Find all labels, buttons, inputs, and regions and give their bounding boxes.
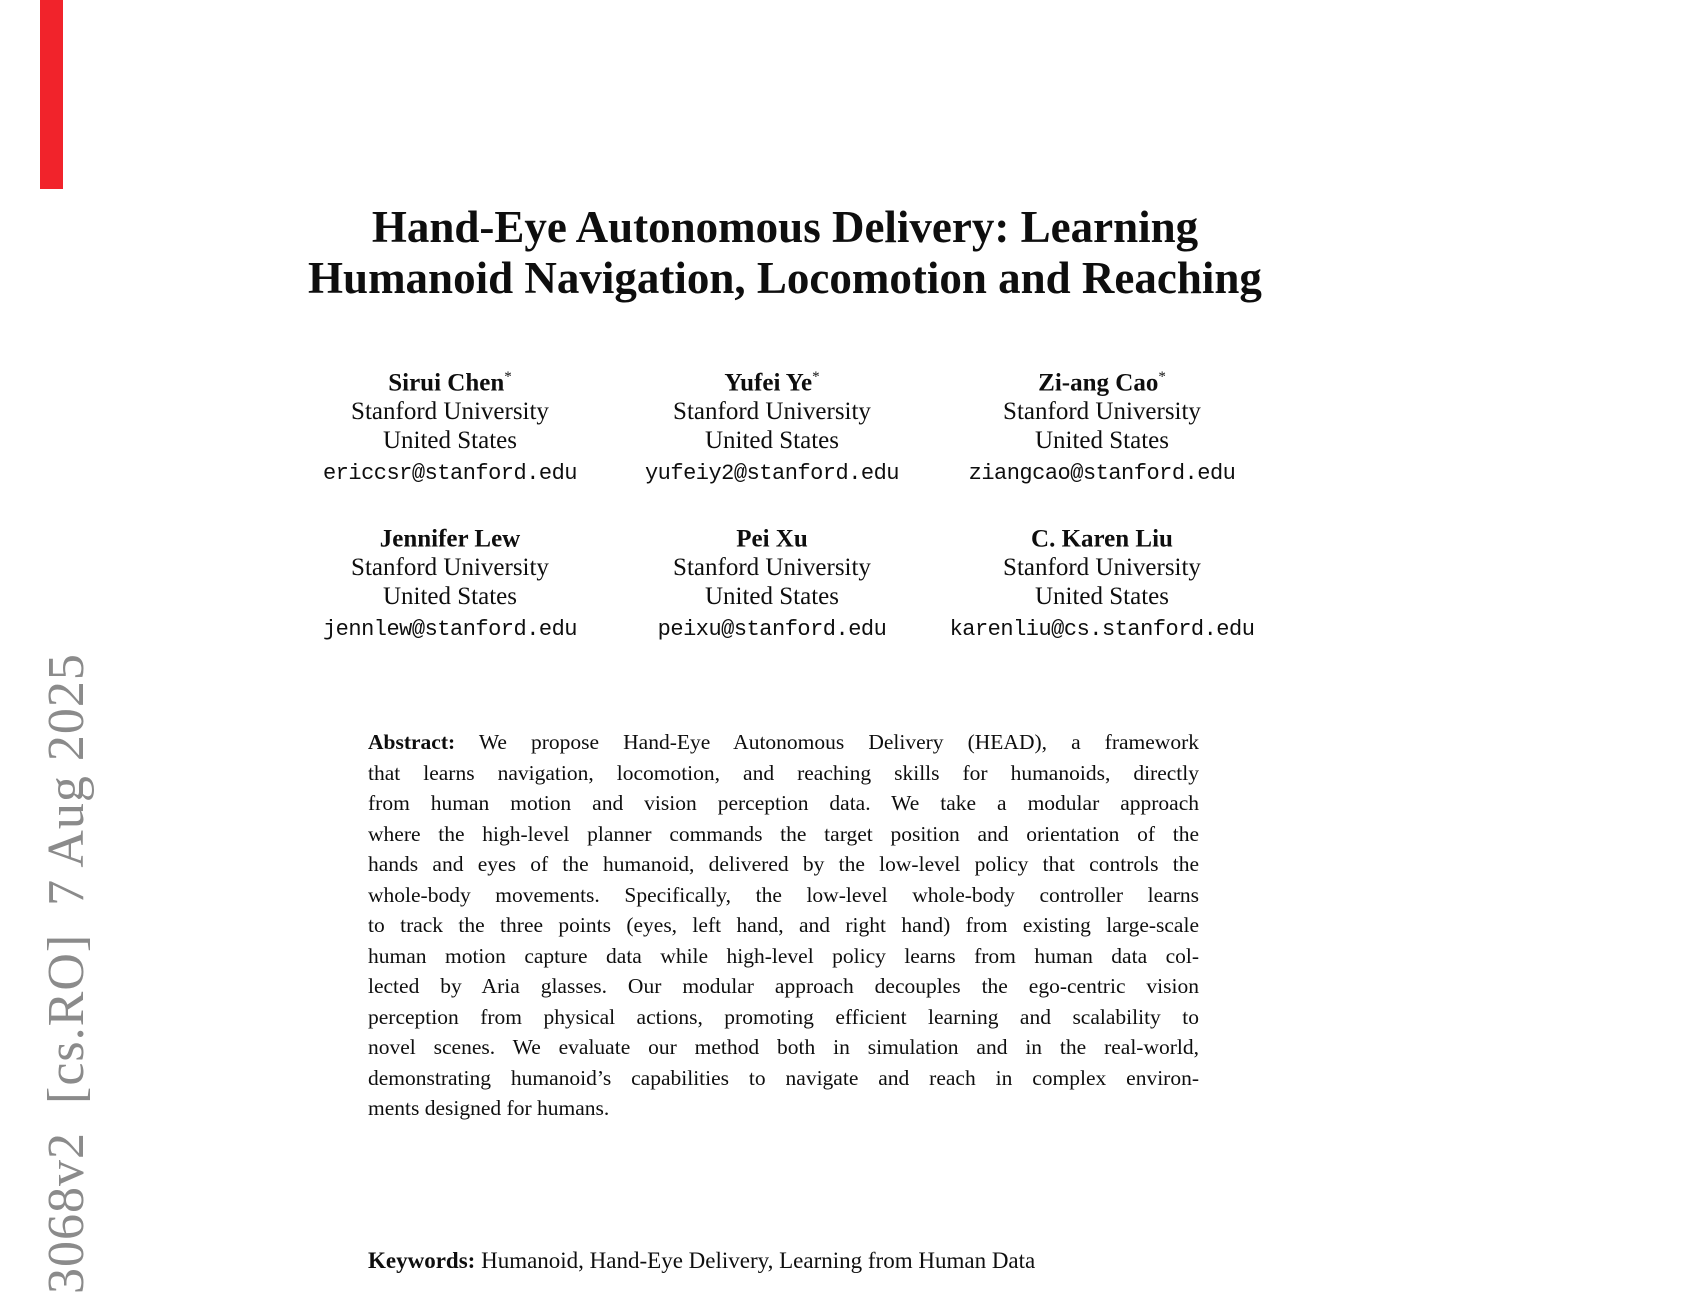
author-name	[912, 363, 1292, 397]
paper-title-line2: Humanoid Navigation, Locomotion and Reaching	[308, 253, 1262, 303]
paper-title	[240, 202, 1330, 304]
abstract-label: Abstract:	[368, 730, 456, 754]
abstract-line: where the high-level planner commands the target position and orientation of the	[368, 821, 1199, 846]
author-affiliation: Stanford University	[673, 398, 871, 426]
author-name	[912, 519, 1292, 553]
author-email: jennlew@stanford.edu	[322, 617, 578, 643]
author-name-text: Pei Xu	[736, 525, 808, 553]
author-affiliation: Stanford University	[673, 554, 871, 582]
author-email: ericcsr@stanford.edu	[322, 461, 578, 487]
author-affiliation: Stanford University	[351, 398, 549, 426]
author-affiliation: Stanford University	[351, 554, 549, 582]
arxiv-stamp-text: 3068v2 [cs.RO] 7 Aug 2025	[38, 653, 95, 1294]
author-name-text: Jennifer Lew	[379, 525, 521, 553]
author-email: yufeiy2@stanford.edu	[644, 461, 900, 487]
abstract-line-text: We propose Hand-Eye Autonomous Delivery (HEAD), a framework	[478, 730, 1199, 754]
author-country: United States	[1034, 427, 1169, 455]
abstract-line: whole-body movements. Specifically, the low-level whole-body controller learns	[368, 882, 1199, 907]
keywords-text: Humanoid, Hand-Eye Delivery, Learning from Human Data	[481, 1248, 1036, 1273]
abstract-line: hands and eyes of the humanoid, delivered by the low-level policy that controls the	[368, 852, 1199, 876]
author-email: karenliu@cs.stanford.edu	[949, 617, 1255, 643]
author-email: peixu@stanford.edu	[657, 617, 887, 643]
author-name-text: C. Karen Liu	[1031, 525, 1173, 553]
author-affiliation: Stanford University	[1003, 554, 1201, 582]
abstract-line: demonstrating humanoid’s capabilities to navigate and reach in complex environ-	[368, 1065, 1199, 1090]
author-country: United States	[704, 427, 839, 455]
author-email: ziangcao@stanford.edu	[968, 461, 1236, 487]
abstract-line: novel scenes. We evaluate our method both in simulation and in the real-world,	[368, 1035, 1199, 1059]
abstract-line: from human motion and vision perception data. We take a modular approach	[368, 791, 1199, 815]
author-block-ziang-cao	[912, 363, 1292, 486]
abstract-line	[368, 727, 1199, 758]
keywords-label: Keywords:	[368, 1248, 476, 1273]
author-affiliation: Stanford University	[1003, 398, 1201, 426]
keywords-section	[368, 1246, 1268, 1276]
author-name	[582, 363, 962, 397]
author-country: United States	[382, 427, 517, 455]
abstract-line: human motion capture data while high-level policy learns from human data col-	[368, 943, 1199, 968]
author-asterisk: *	[1158, 369, 1166, 385]
author-asterisk: *	[812, 369, 820, 385]
author-name-text: Yufei Ye	[724, 369, 813, 397]
author-asterisk: *	[504, 369, 512, 385]
author-country: United States	[704, 583, 839, 611]
author-block-yufei-ye	[582, 363, 962, 486]
abstract-line: to track the three points (eyes, left hand, and right hand) from existing large-scale	[368, 913, 1199, 937]
abstract-line: ments designed for humans.	[368, 1096, 610, 1120]
abstract-line: lected by Aria glasses. Our modular approach decouples the ego-centric vision	[368, 974, 1199, 998]
arxiv-link-marker	[40, 0, 63, 189]
author-block-karen-liu	[912, 519, 1292, 642]
paper-title-line1: Hand-Eye Autonomous Delivery: Learning	[371, 202, 1199, 252]
author-name	[582, 519, 962, 553]
author-country: United States	[382, 583, 517, 611]
abstract-line: perception from physical actions, promoting efficient learning and scalability to	[368, 1004, 1199, 1029]
abstract-line: that learns navigation, locomotion, and reaching skills for humanoids, directly	[368, 760, 1199, 785]
author-name-text: Zi-ang Cao	[1038, 369, 1159, 397]
author-country: United States	[1034, 583, 1169, 611]
author-block-pei-xu	[582, 519, 962, 642]
author-name-text: Sirui Chen	[388, 369, 505, 397]
abstract-section	[368, 727, 1199, 1124]
